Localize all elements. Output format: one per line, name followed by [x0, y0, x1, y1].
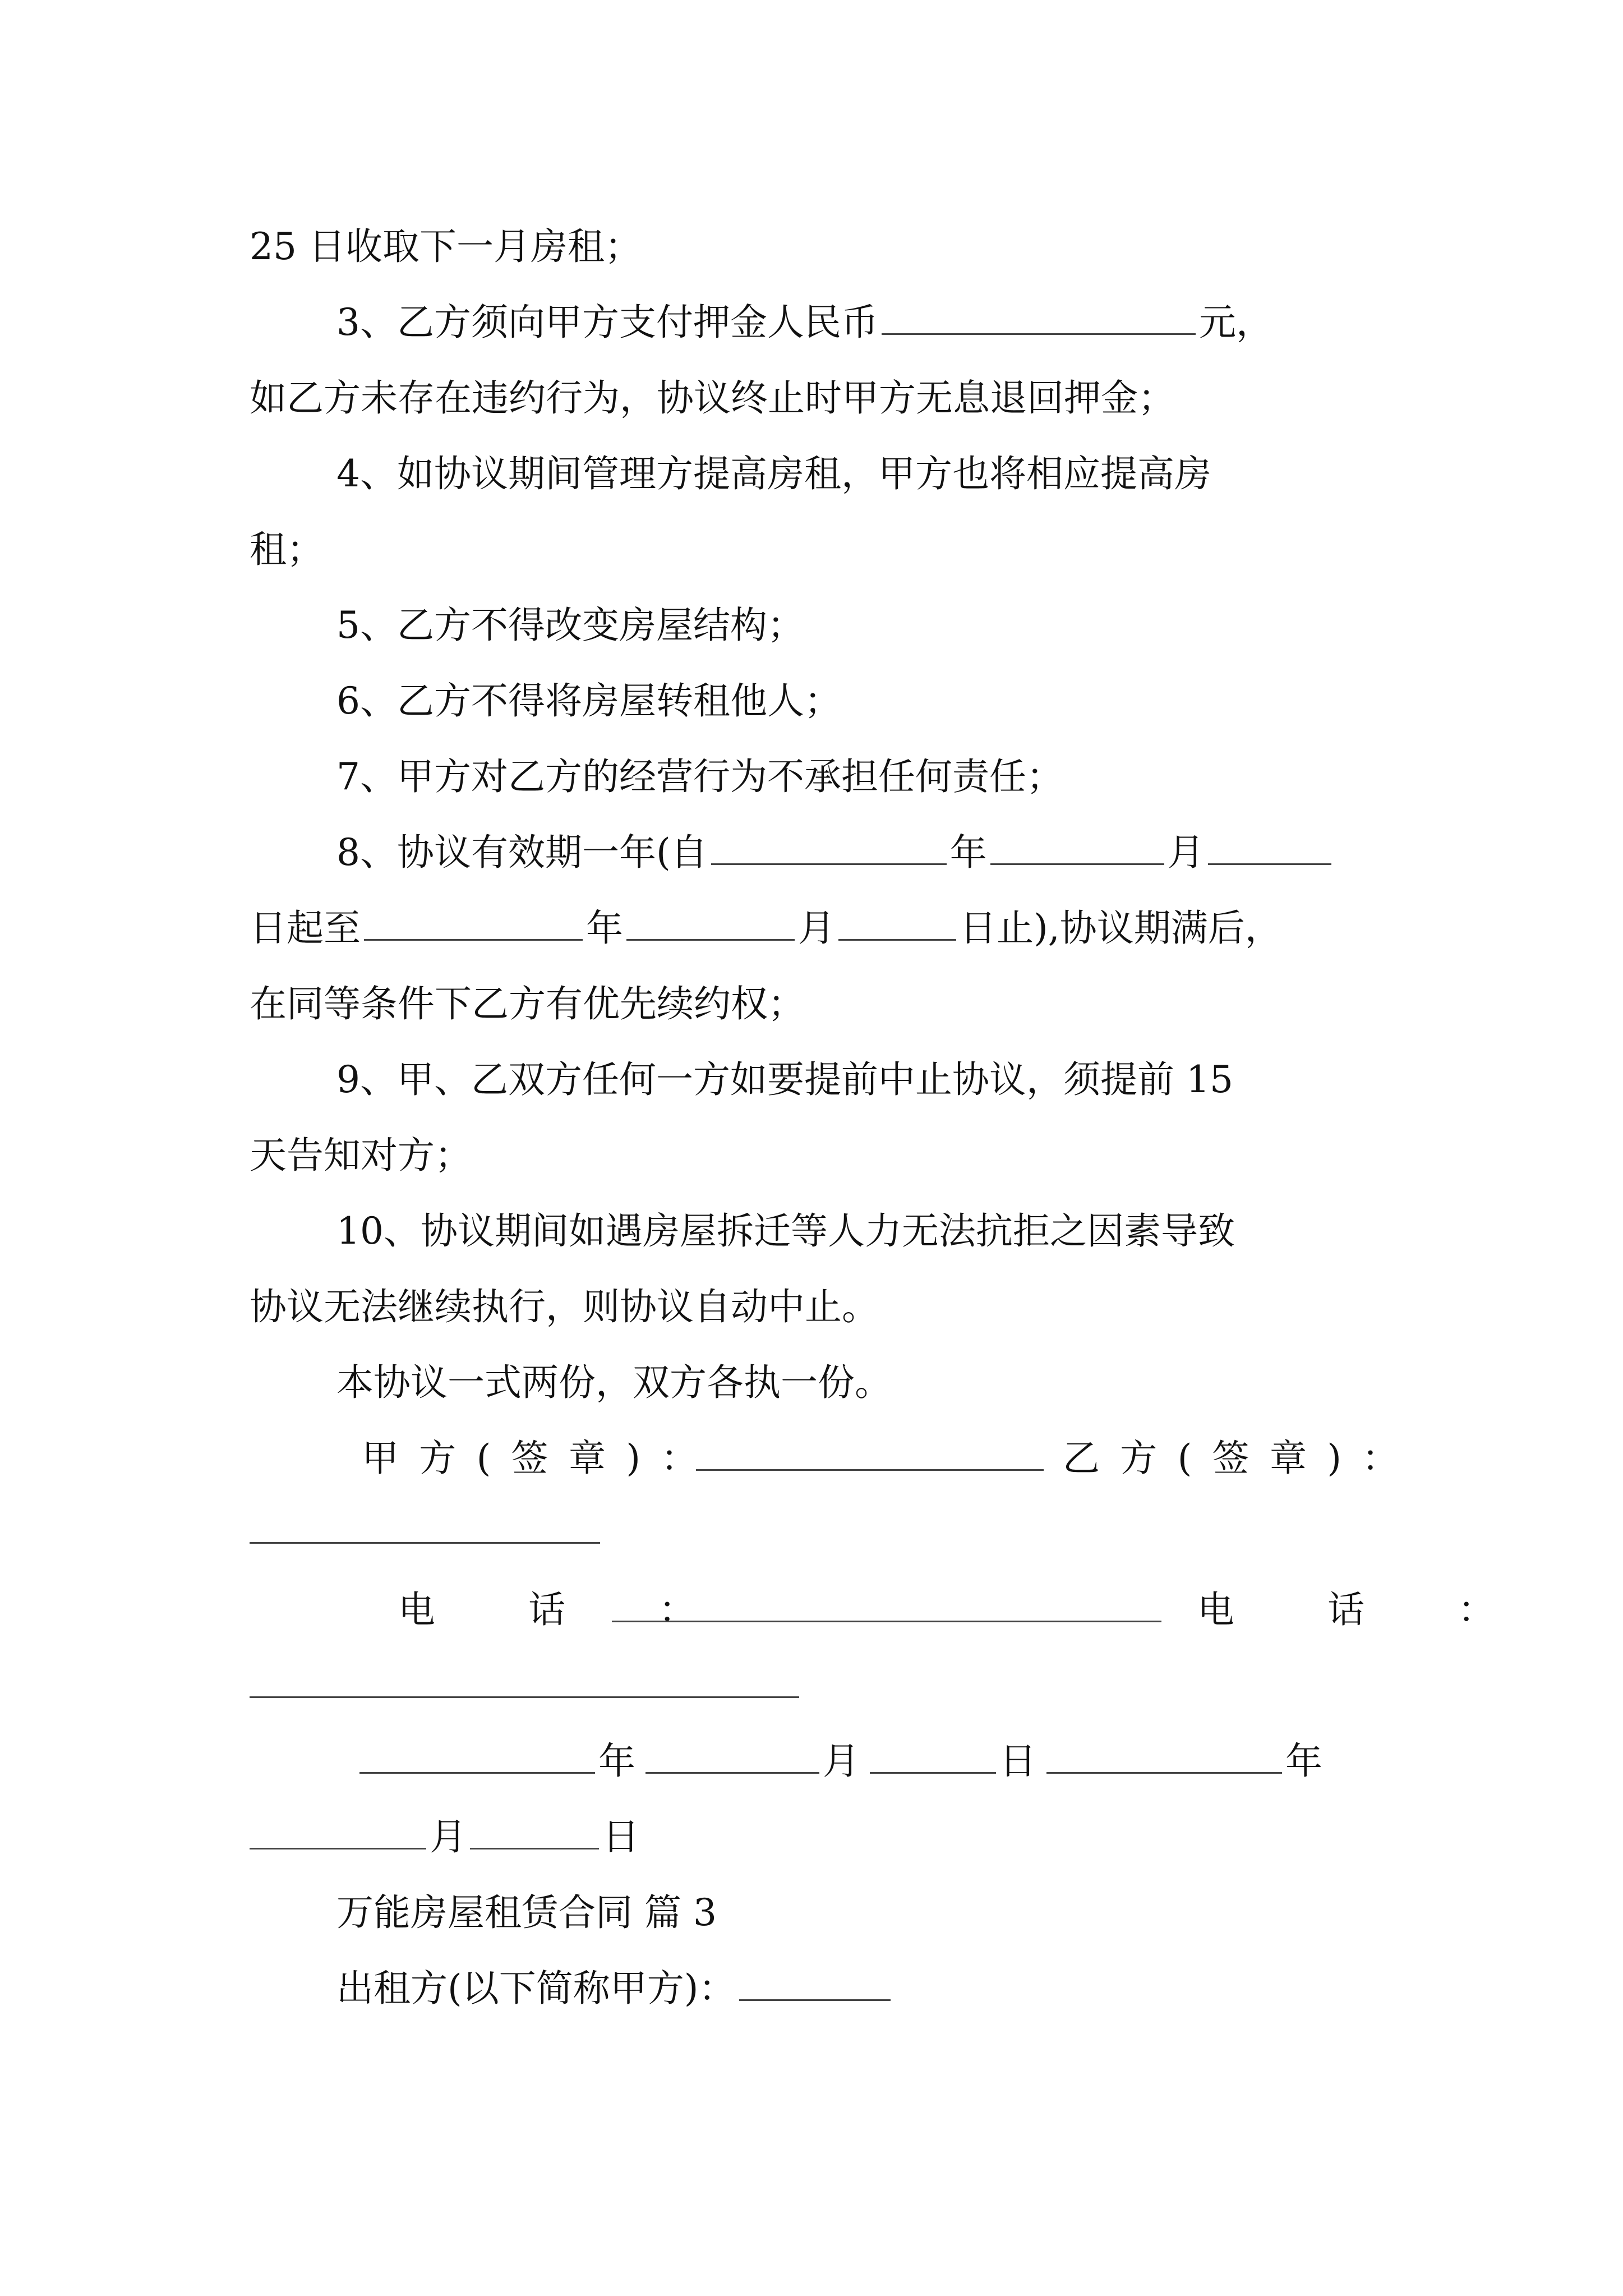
party-b-phone-blank	[250, 1655, 799, 1717]
signing-date-b	[250, 1806, 639, 1868]
deposit-blank	[882, 298, 1196, 335]
day-blank	[470, 1813, 599, 1849]
clause-5	[336, 595, 804, 656]
party-b-signature	[1063, 1428, 1419, 1489]
signing-date-a	[356, 1731, 1322, 1792]
text: 出租方(以下简称甲方)：	[336, 1967, 736, 2010]
text: 日止),协议期满后，	[960, 907, 1282, 950]
text: 在同等条件下乙方有优先续约权；	[250, 982, 805, 1025]
text: 25 日收取下一月房租；	[250, 225, 642, 268]
clause-4	[336, 443, 1211, 505]
text: 电 话 ：	[398, 1588, 736, 1631]
clause-3	[336, 292, 1273, 353]
clause-8	[336, 822, 1335, 884]
party-b-signature-blank	[250, 1501, 600, 1562]
month-blank	[626, 904, 795, 941]
text: 7、甲方对乙方的经营行为不承担任何责任；	[336, 755, 1063, 798]
clause-6	[336, 670, 841, 732]
text: 3、乙方须向甲方支付押金人民币	[336, 301, 878, 344]
text: 天告知对方；	[250, 1134, 472, 1177]
text: 9、甲、乙双方任何一方如要提前中止协议，须提前 15	[336, 1058, 1233, 1101]
text: 10、协议期间如遇房屋拆迁等人力无法抗拒之因素导致	[336, 1209, 1235, 1253]
month-blank	[250, 1813, 426, 1849]
month-blank	[645, 1737, 819, 1774]
year-blank	[711, 829, 947, 865]
text: 4、如协议期间管理方提高房租，甲方也将相应提高房	[336, 452, 1211, 495]
day-blank	[1208, 829, 1331, 865]
section-heading	[336, 1882, 717, 1944]
clause-7	[336, 746, 1063, 808]
text: 年	[1285, 1740, 1322, 1783]
month-blank	[990, 829, 1164, 865]
text: 年	[586, 907, 623, 950]
text: 本协议一式两份，双方各执一份。	[336, 1361, 892, 1404]
day-blank	[870, 1737, 996, 1774]
text: 乙方(签章)：	[1063, 1437, 1419, 1480]
text: 年	[598, 1740, 635, 1783]
text: 如乙方未存在违约行为，协议终止时甲方无息退回押金；	[250, 376, 1175, 420]
clause-9-continuation	[250, 1125, 472, 1186]
text: 甲方(签章)：	[362, 1437, 718, 1480]
clause-4-continuation	[250, 519, 324, 581]
text: 月	[430, 1815, 467, 1858]
text: 租；	[250, 528, 324, 571]
signature-blank	[696, 1434, 1044, 1471]
text: 日	[602, 1815, 639, 1858]
text: 电 话 ：	[1197, 1588, 1536, 1631]
clause-2-continuation	[250, 216, 642, 278]
signature-blank	[250, 1507, 600, 1544]
clause-10	[336, 1200, 1235, 1262]
party-b-phone	[1197, 1579, 1536, 1641]
text: 日	[999, 1740, 1036, 1783]
year-blank	[359, 1737, 595, 1774]
text: 年	[949, 831, 987, 874]
text: 月	[1167, 831, 1205, 874]
text: 5、乙方不得改变房屋结构；	[336, 604, 804, 647]
lessor-blank	[739, 1964, 891, 2001]
year-blank	[1046, 1737, 1282, 1774]
lessor-line	[336, 1958, 894, 2019]
text: 日起至	[250, 907, 361, 950]
party-a-phone-blank	[608, 1579, 1165, 1641]
text: 8、协议有效期一年(自	[336, 831, 708, 874]
text: 元，	[1199, 301, 1273, 344]
text: 协议无法继续执行，则协议自动中止。	[250, 1285, 879, 1328]
copies-statement	[336, 1352, 892, 1414]
clause-8-continuation-2	[250, 973, 805, 1035]
clause-3-continuation	[250, 367, 1175, 429]
party-a-signature	[362, 1428, 718, 1489]
text: 6、乙方不得将房屋转租他人；	[336, 679, 841, 723]
party-a-signature-blank	[693, 1428, 1047, 1489]
clause-8-continuation	[250, 898, 1282, 959]
phone-blank	[250, 1662, 799, 1698]
phone-blank	[612, 1586, 1161, 1622]
year-blank	[364, 904, 583, 941]
text: 月	[798, 907, 835, 950]
day-blank	[838, 904, 956, 941]
text: 月	[823, 1740, 860, 1783]
clause-10-continuation	[250, 1276, 879, 1338]
clause-9	[336, 1049, 1233, 1111]
text: 万能房屋租赁合同 篇 3	[336, 1891, 717, 1934]
